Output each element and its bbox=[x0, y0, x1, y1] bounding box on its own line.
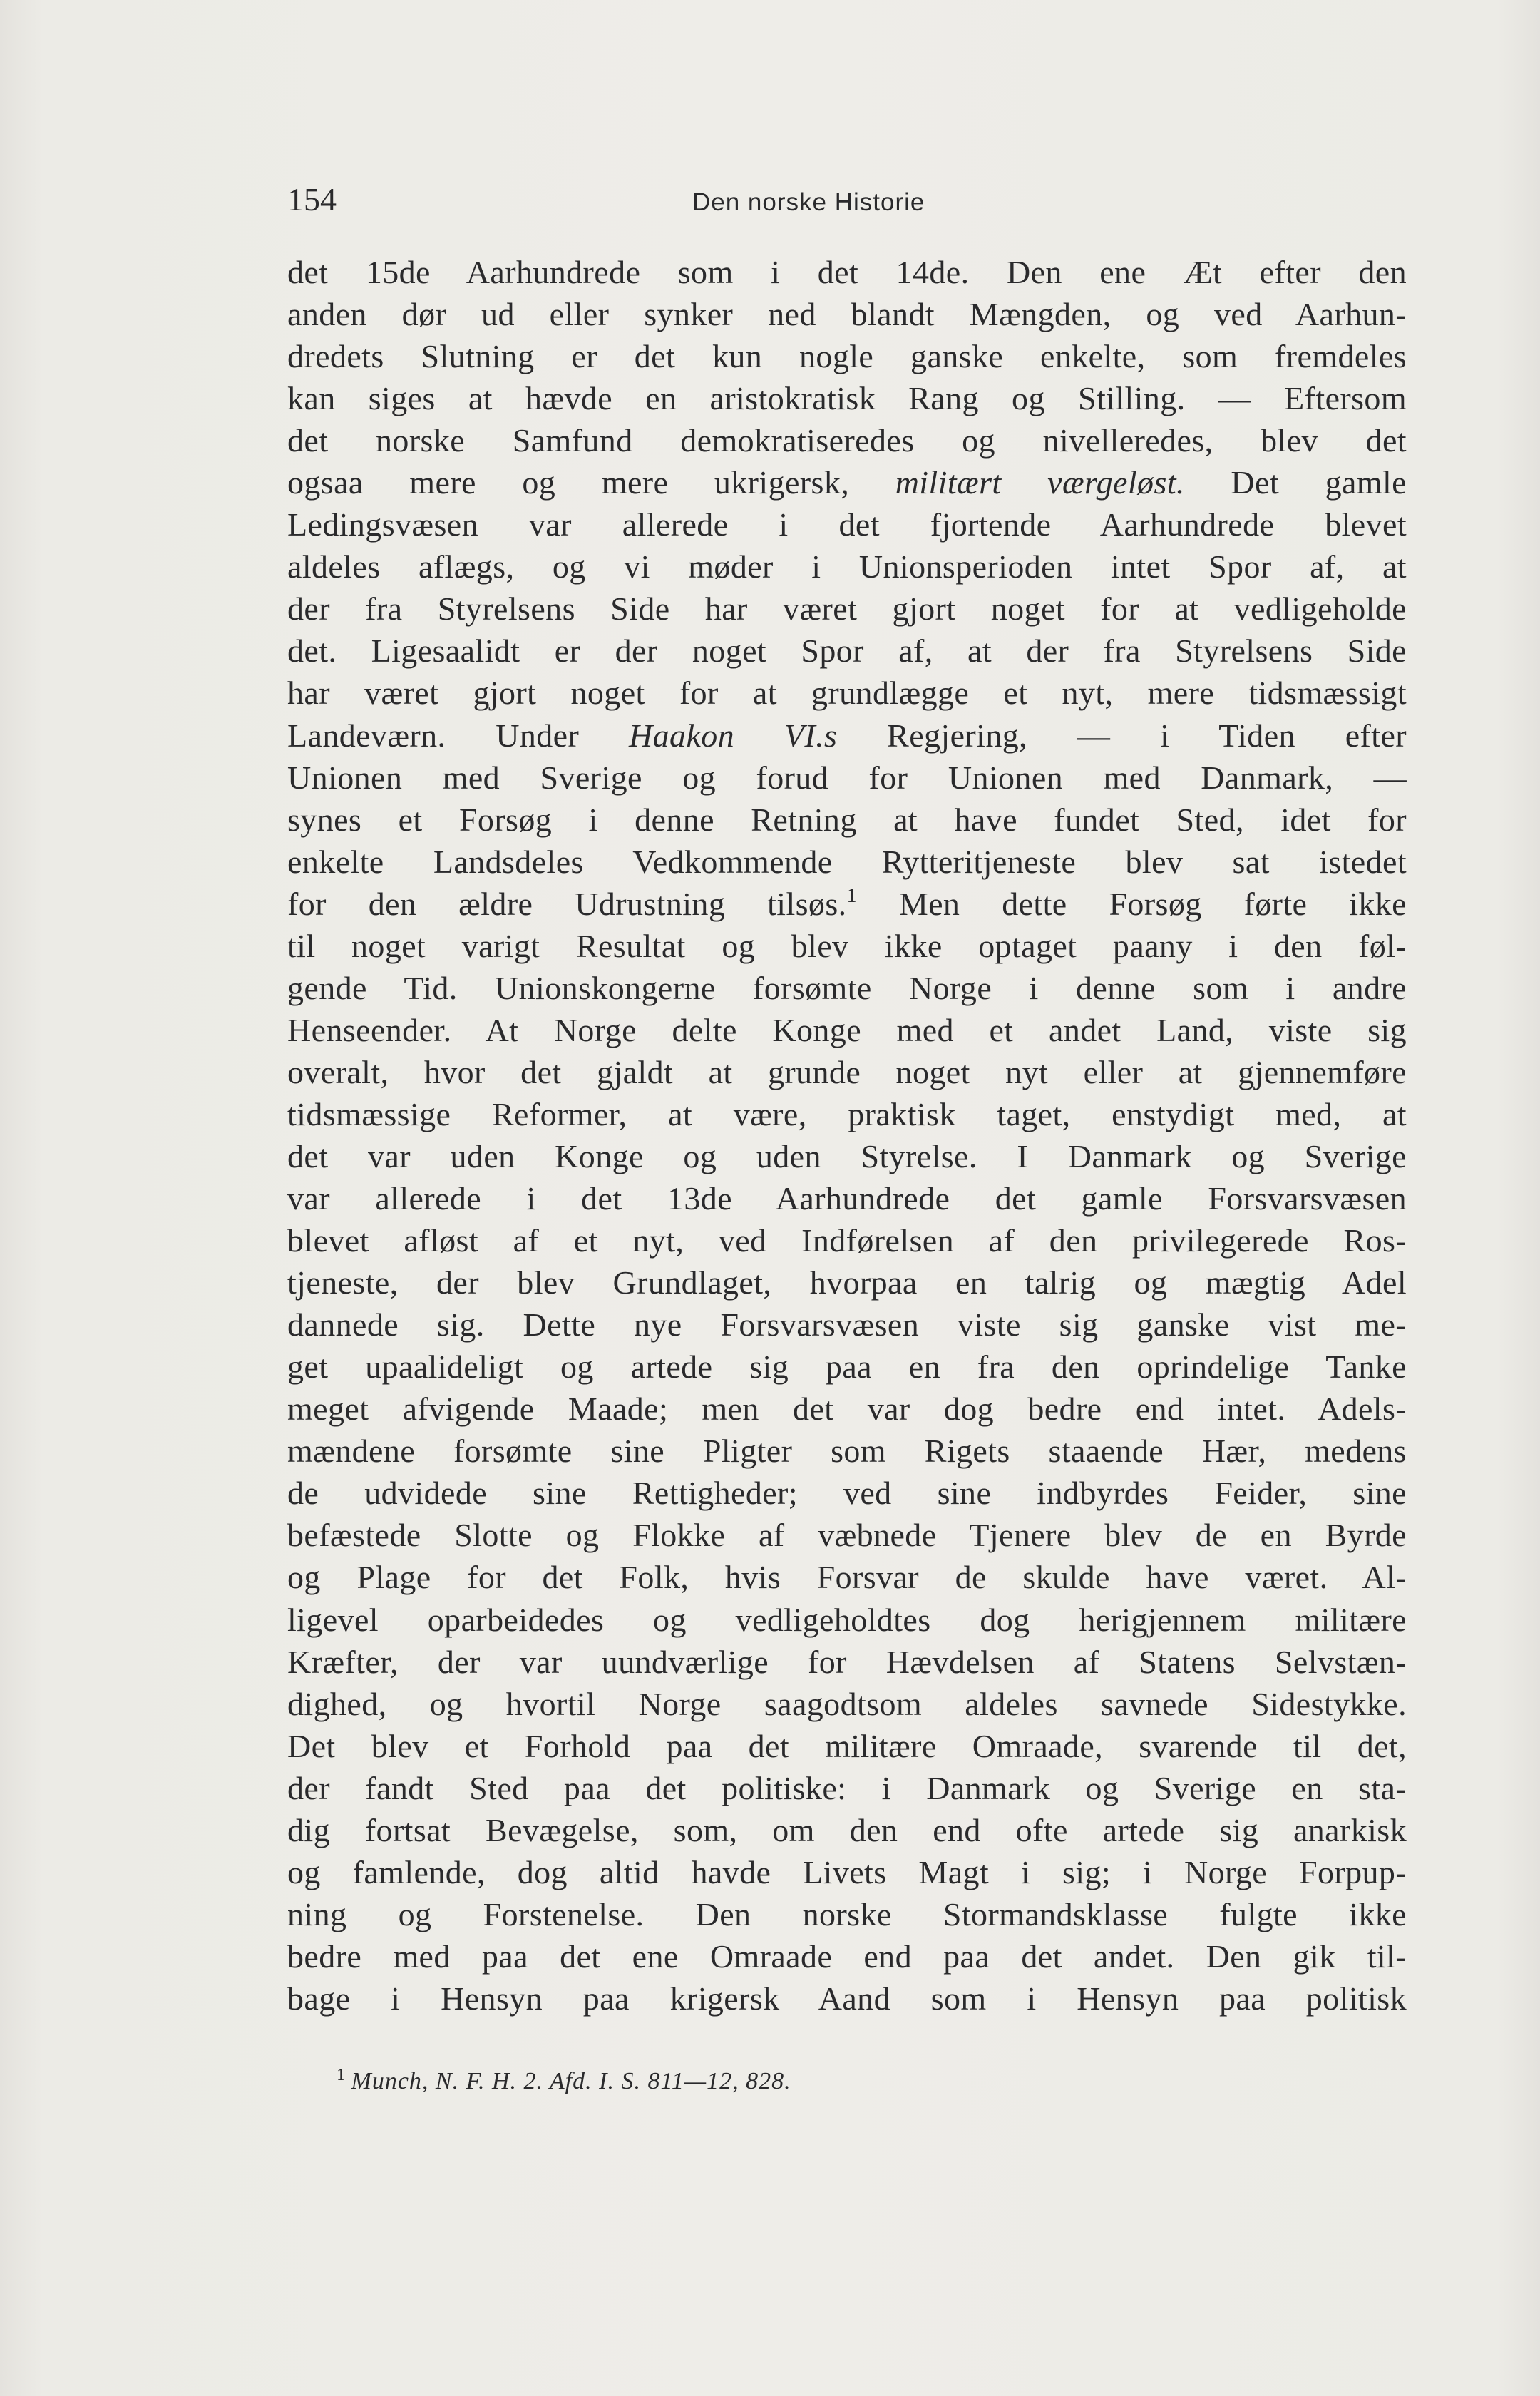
text-segment: dannede sig. Dette nye Forsvarsvæsen viste sig ganske vist me- bbox=[287, 1306, 1407, 1343]
text-segment: der fandt Sted paa det politiske: i Danmark og Sverige en sta- bbox=[287, 1769, 1407, 1806]
text-segment: og famlende, dog altid havde Livets Magt i sig; i Norge Forpup- bbox=[287, 1853, 1407, 1890]
text-segment: dig fortsat Bevægelse, som, om den end ofte artede sig anarkisk bbox=[287, 1811, 1407, 1848]
text-segment: ning og Forstenelse. Den norske Stormandsklasse fulgte ikke bbox=[287, 1895, 1407, 1932]
page-header bbox=[287, 175, 986, 225]
text-line bbox=[287, 1009, 1407, 1051]
text-segment: har været gjort noget for at grundlægge et nyt, mere tidsmæssigt bbox=[287, 675, 1407, 712]
text-segment: Det gamle bbox=[1184, 464, 1407, 501]
text-line bbox=[287, 1556, 1407, 1598]
footnote-marker: 1 bbox=[337, 2066, 345, 2084]
text-segment: de udvidede sine Rettigheder; ved sine indbyrdes Feider, sine bbox=[287, 1475, 1407, 1512]
text-line bbox=[287, 925, 1407, 967]
footnote-reference: 1 bbox=[846, 884, 857, 907]
text-segment: befæstede Slotte og Flokke af væbnede Tjenere blev de en Byrde bbox=[287, 1517, 1407, 1554]
text-segment: aldeles aflægs, og vi møder i Unionsperioden intet Spor af, at bbox=[287, 548, 1407, 585]
running-title: Den norske Historie bbox=[692, 188, 925, 216]
text-line bbox=[287, 335, 1407, 377]
text-segment: meget afvigende Maade; men det var dog bedre end intet. Adels- bbox=[287, 1391, 1407, 1428]
text-segment: blevet afløst af et nyt, ved Indførelsen af den privilegerede Ros- bbox=[287, 1222, 1407, 1259]
text-line bbox=[287, 546, 1407, 588]
text-line bbox=[287, 967, 1407, 1009]
text-line bbox=[287, 1304, 1407, 1346]
text-line bbox=[287, 1135, 1407, 1177]
text-segment: ogsaa mere og mere ukrigersk, bbox=[287, 464, 895, 501]
text-segment: var allerede i det 13de Aarhundrede det gamle Forsvarsvæsen bbox=[287, 1180, 1407, 1217]
italic-text: Haakon VI.s bbox=[629, 717, 838, 754]
italic-text: militært værgeløst. bbox=[895, 464, 1185, 501]
text-segment: der fra Styrelsens Side har været gjort noget for at vedligeholde bbox=[287, 590, 1407, 628]
text-segment: bage i Hensyn paa krigersk Aand som i Hensyn paa politisk bbox=[287, 1980, 1407, 2017]
text-line bbox=[287, 1430, 1407, 1472]
text-line bbox=[287, 293, 1407, 335]
text-line bbox=[287, 1935, 1407, 1977]
footnote-text: Munch, N. F. H. 2. Afd. I. S. 811—12, 828. bbox=[351, 2068, 791, 2094]
text-line bbox=[287, 1809, 1407, 1851]
text-line bbox=[287, 1683, 1407, 1725]
text-segment: tidsmæssige Reformer, at være, praktisk taget, enstydigt med, at bbox=[287, 1095, 1407, 1132]
text-line bbox=[287, 1767, 1407, 1809]
text-line bbox=[287, 1388, 1407, 1430]
text-line bbox=[287, 588, 1407, 630]
text-segment: bedre med paa det ene Omraade end paa det andet. Den gik til- bbox=[287, 1937, 1407, 1975]
text-line bbox=[287, 1851, 1407, 1893]
page-number: 154 bbox=[287, 181, 337, 217]
text-segment: synes et Forsøg i denne Retning at have fundet Sted, idet for bbox=[287, 801, 1407, 838]
text-line bbox=[287, 799, 1407, 841]
text-line bbox=[287, 757, 1407, 799]
text-line bbox=[287, 1346, 1407, 1388]
text-segment: anden dør ud eller synker ned blandt Mængden, og ved Aarhun- bbox=[287, 296, 1407, 333]
text-segment: Men dette Forsøg førte ikke bbox=[856, 885, 1407, 922]
text-segment: enkelte Landsdeles Vedkommende Rytteritjeneste blev sat istedet bbox=[287, 843, 1407, 880]
text-line bbox=[287, 883, 1407, 925]
text-line bbox=[287, 1514, 1407, 1556]
text-segment: til noget varigt Resultat og blev ikke optaget paany i den føl- bbox=[287, 927, 1407, 964]
text-line bbox=[287, 1261, 1407, 1304]
text-line bbox=[287, 1051, 1407, 1093]
text-line bbox=[287, 1219, 1407, 1261]
text-segment: mændene forsømte sine Pligter som Rigets staaende Hær, medens bbox=[287, 1433, 1407, 1470]
text-line bbox=[287, 715, 1407, 757]
text-segment: Henseender. At Norge delte Konge med et andet Land, viste sig bbox=[287, 1011, 1407, 1048]
text-line bbox=[287, 1893, 1407, 1935]
text-segment: det norske Samfund demokratiseredes og nivelleredes, blev det bbox=[287, 422, 1407, 459]
text-segment: kan siges at hævde en aristokratisk Rang og Stilling. — Eftersom bbox=[287, 380, 1407, 417]
text-line bbox=[287, 251, 1407, 293]
text-line bbox=[287, 461, 1407, 503]
text-segment: dredets Slutning er det kun nogle ganske enkelte, som fremdeles bbox=[287, 338, 1407, 375]
text-segment: for den ældre Udrustning tilsøs. bbox=[287, 885, 847, 922]
text-segment: gende Tid. Unionskongerne forsømte Norge i denne som i andre bbox=[287, 969, 1407, 1006]
text-line bbox=[287, 419, 1407, 461]
footnote bbox=[337, 2064, 1049, 2099]
text-line bbox=[287, 1725, 1407, 1767]
text-segment: Landeværn. Under bbox=[287, 717, 630, 754]
body-text bbox=[287, 251, 1407, 2019]
text-line bbox=[287, 672, 1407, 714]
text-segment: Unionen med Sverige og forud for Unionen med Danmark, — bbox=[287, 759, 1407, 796]
text-line bbox=[287, 1472, 1407, 1514]
text-segment: det. Ligesaalidt er der noget Spor af, at der fra Styrelsens Side bbox=[287, 633, 1407, 670]
text-segment: og Plage for det Folk, hvis Forsvar de skulde have været. Al- bbox=[287, 1559, 1407, 1596]
text-line bbox=[287, 503, 1407, 546]
text-line bbox=[287, 630, 1407, 672]
text-segment: dighed, og hvortil Norge saagodtsom aldeles savnede Sidestykke. bbox=[287, 1685, 1407, 1722]
text-segment: Regjering, — i Tiden efter bbox=[837, 717, 1407, 754]
text-segment: overalt, hvor det gjaldt at grunde noget nyt eller at gjennemføre bbox=[287, 1053, 1407, 1090]
text-line bbox=[287, 1599, 1407, 1641]
text-segment: Det blev et Forhold paa det militære Omraade, svarende til det, bbox=[287, 1727, 1407, 1764]
text-segment: det var uden Konge og uden Styrelse. I Danmark og Sverige bbox=[287, 1137, 1407, 1174]
text-line bbox=[287, 377, 1407, 419]
text-segment: Kræfter, der var uundværlige for Hævdelsen af Statens Selvstæn- bbox=[287, 1643, 1407, 1680]
text-segment: det 15de Aarhundrede som i det 14de. Den ene Æt efter den bbox=[287, 254, 1407, 290]
text-line bbox=[287, 1641, 1407, 1683]
text-segment: Ledingsvæsen var allerede i det fjortende Aarhundrede blevet bbox=[287, 506, 1407, 543]
text-line bbox=[287, 1177, 1407, 1219]
text-line bbox=[287, 841, 1407, 883]
text-segment: tjeneste, der blev Grundlaget, hvorpaa en talrig og mægtig Adel bbox=[287, 1264, 1407, 1301]
text-line bbox=[287, 1093, 1407, 1135]
text-line bbox=[287, 1977, 1407, 2019]
text-segment: ligevel oparbeidedes og vedligeholdtes dog herigjennem militære bbox=[287, 1601, 1407, 1638]
text-segment: get upaalideligt og artede sig paa en fra den oprindelige Tanke bbox=[287, 1348, 1407, 1386]
